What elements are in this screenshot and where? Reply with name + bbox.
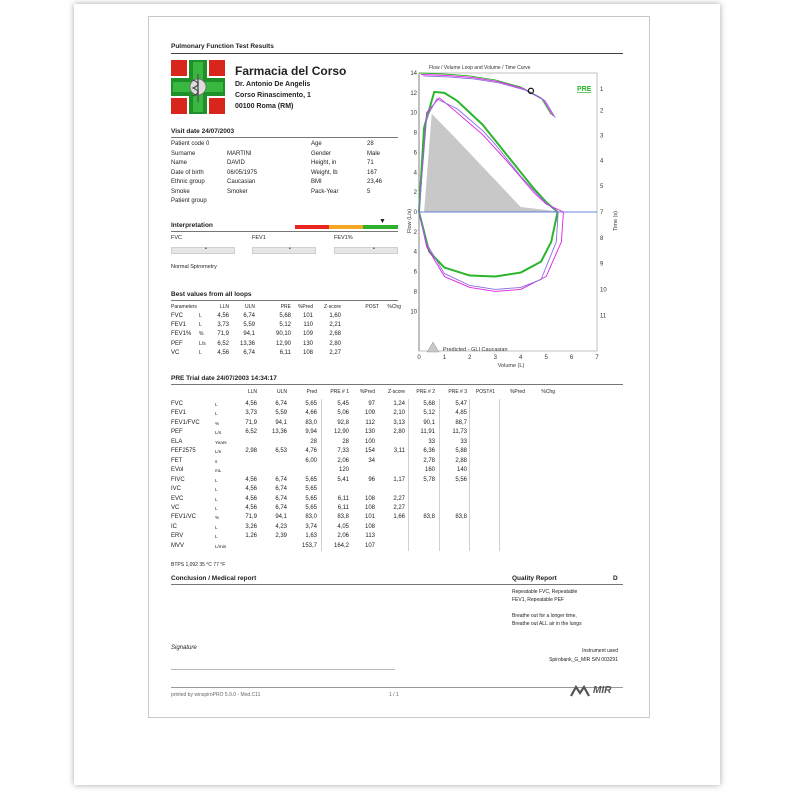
best-cell: FEV1 <box>171 322 187 329</box>
trial-cell: 160 <box>424 467 435 474</box>
trial-cell: 5,78 <box>423 476 435 483</box>
trial-header-cell: Z-score <box>388 389 405 395</box>
trial-cell: 120 <box>338 467 349 474</box>
best-cell: 6,74 <box>243 313 255 319</box>
best-cell: % <box>199 331 204 338</box>
best-cell: 5,68 <box>279 313 291 319</box>
trial-cell: 7,33 <box>337 448 349 455</box>
fev1pct-scale-label: FEV1% <box>334 235 353 241</box>
best-cell: 2,68 <box>329 331 341 338</box>
legend-predicted-label: Predicted - GLI Caucasian <box>443 347 508 353</box>
trial-cell: L <box>215 477 218 483</box>
trial-cell: 109 <box>364 410 375 417</box>
trial-cell: 4,56 <box>245 495 257 502</box>
pharmacy-cross-logo <box>171 60 225 114</box>
trial-cell: 5,65 <box>305 476 317 483</box>
patient-field-value: 5 <box>367 188 371 195</box>
footer-pages: 1 / 1 <box>389 692 399 698</box>
trial-cell: 94,1 <box>275 419 287 426</box>
trial-heading: PRE Trial date 24/07/2003 14:34:17 <box>171 375 277 382</box>
best-cell: 71,9 <box>217 331 229 338</box>
x-tick-label: 7 <box>595 355 599 361</box>
doctor-name: Dr. Antonio De Angelis <box>235 81 311 88</box>
y-tick-label: 2 <box>413 229 417 236</box>
trial-cell: 2,88 <box>455 457 467 464</box>
x-axis-label: Volume (L) <box>497 363 525 369</box>
trial-column-divider <box>499 399 500 551</box>
trial-cell: FIVC <box>171 476 185 483</box>
report-title: Pulmonary Function Test Results <box>171 43 274 50</box>
trial-cell: 83,8 <box>423 514 435 521</box>
trial-cell: Years <box>215 439 227 445</box>
trial-cell: 108 <box>364 504 375 511</box>
trial-cell: 5,65 <box>305 495 317 502</box>
trial-cell: 4,56 <box>245 401 257 407</box>
pre-label: PRE <box>577 86 592 93</box>
trial-cell: 6,53 <box>275 448 287 455</box>
trial-header-cell: PRE # 1 <box>330 389 349 395</box>
trial-cell: 6,74 <box>275 504 287 511</box>
patient-field-value: 23,46 <box>367 179 383 185</box>
footer-rule <box>171 687 623 688</box>
trial-cell: 83,0 <box>305 419 317 426</box>
patient-field-value: MARTINI <box>227 150 252 157</box>
y-tick-label: 14 <box>410 71 417 77</box>
y-tick-label: 8 <box>413 289 417 296</box>
interpretation-result: Normal Spirometry <box>171 264 217 270</box>
trial-cell: L <box>215 411 218 417</box>
btps-line: BTPS 1,092 35 °C 77 °F <box>171 562 226 568</box>
trial-cell: EVol <box>171 467 184 474</box>
patient-field-label: Date of birth <box>171 169 204 176</box>
y-tick-label: 6 <box>413 150 417 157</box>
patient-field-value: 28 <box>367 141 374 147</box>
y-tick-label: 10 <box>410 309 417 316</box>
y2-tick-label: 11 <box>600 313 607 320</box>
pharmacy-name: Farmacia del Corso <box>235 64 347 78</box>
trial-cell: s <box>215 458 218 464</box>
best-cell: 109 <box>302 331 313 338</box>
trial-cell: 153,7 <box>301 542 317 549</box>
trial-cell: 12,90 <box>333 429 349 436</box>
trial-cell: 83,8 <box>455 514 467 521</box>
patient-field-label: Ethnic group <box>171 179 205 185</box>
y2-tick-label: 9 <box>600 261 604 268</box>
best-cell: 12,90 <box>275 340 291 347</box>
trial-cell: 4,05 <box>337 523 349 530</box>
trial-cell: MVV <box>171 542 185 549</box>
trial-cell: 4,56 <box>245 476 257 483</box>
trial-cell: 107 <box>364 542 375 549</box>
best-cell: 4,56 <box>217 313 229 319</box>
trial-header-cell: Pred <box>306 389 317 395</box>
y2-tick-label: 5 <box>600 184 604 191</box>
trial-cell: 5,56 <box>455 476 467 483</box>
x-tick-label: 0 <box>417 355 421 361</box>
trial-column-divider <box>321 399 322 551</box>
trial-cell: 2,27 <box>393 504 405 511</box>
trial-cell: PEF <box>171 429 183 436</box>
chart-svg <box>401 61 623 383</box>
quality-line: Repeatable FVC, Repeatable <box>512 589 578 595</box>
trial-cell: ERV <box>171 533 184 540</box>
best-cell: 6,52 <box>217 340 229 347</box>
patient-field-label: BMI <box>311 179 322 185</box>
y2-tick-label: 4 <box>600 158 604 165</box>
trial-cell: 130 <box>364 429 375 436</box>
fev1-scale-label: FEV1 <box>252 235 266 241</box>
best-cell: 6,74 <box>243 349 255 356</box>
mir-logo <box>569 684 621 703</box>
y2-axis-label: Time (s) <box>613 211 619 231</box>
x-tick-label: 4 <box>519 355 523 361</box>
trial-cell: L <box>215 505 218 511</box>
patient-field-label: Gender <box>311 150 332 157</box>
y2-tick-label: 2 <box>600 108 604 115</box>
best-cell: 5,12 <box>279 322 291 329</box>
patient-field-label: Pack-Year <box>311 188 339 195</box>
y2-tick-label: 8 <box>600 235 604 242</box>
trial-cell: 33 <box>460 438 467 445</box>
trial-header-cell: %Pred <box>509 389 525 395</box>
best-cell: 13,36 <box>239 340 255 347</box>
trial-cell: 2,06 <box>337 533 349 540</box>
report-page <box>148 16 650 718</box>
trial-cell: 28 <box>310 438 317 445</box>
trial-cell: 5,65 <box>305 401 317 407</box>
patient-field-label: Patient code 0 <box>171 141 210 147</box>
best-cell: 3,73 <box>217 322 229 329</box>
interpretation-heading: Interpretation <box>171 222 213 229</box>
y-tick-label: 4 <box>413 249 417 256</box>
trial-cell: 4,76 <box>305 448 317 455</box>
trial-cell: 5,65 <box>305 504 317 511</box>
trial-header-cell: %Chg <box>541 389 555 395</box>
best-header-cell: POST <box>365 304 379 310</box>
trial-cell: 88,7 <box>455 419 467 426</box>
trial-cell: 34 <box>368 457 375 464</box>
visit-rule <box>171 137 398 138</box>
signature-line <box>171 669 395 670</box>
trial-cell: 71,9 <box>245 514 257 521</box>
best-cell: L/s <box>199 340 206 347</box>
trial-cell: 154 <box>364 448 375 455</box>
x-tick-label: 1 <box>442 355 447 361</box>
patient-field-label: Smoke <box>171 188 190 195</box>
trial-cell: 1,63 <box>305 533 317 540</box>
trial-cell: 2,39 <box>275 533 287 540</box>
fev1-zscore-bar: • <box>252 247 316 254</box>
patient-field-label: Name <box>171 160 188 166</box>
trial-cell: EVC <box>171 495 184 502</box>
x-tick-label: 6 <box>569 355 574 361</box>
best-cell: 94,1 <box>243 331 255 338</box>
trial-cell: 112 <box>365 419 375 426</box>
best-cell: PEF <box>171 340 183 347</box>
trial-cell: L <box>215 534 218 540</box>
trial-cell: 1,26 <box>245 533 257 540</box>
trial-cell: L/s <box>215 430 222 436</box>
mir-logo-text: MIR <box>593 685 612 696</box>
trial-cell: % <box>215 420 220 426</box>
x-tick-label: 5 <box>544 355 548 361</box>
best-cell: L <box>199 313 202 319</box>
patient-field-value: 71 <box>367 160 374 166</box>
trial-column-divider <box>439 399 440 551</box>
patient-field-value: 06/05/1975 <box>227 169 258 176</box>
best-cell: FVC <box>171 313 183 319</box>
trial-cell: 3,73 <box>245 410 257 417</box>
patient-field-value: Smoker <box>227 188 248 195</box>
y2-tick-label: 10 <box>600 287 607 294</box>
trial-cell: 6,36 <box>423 448 435 455</box>
best-header-cell: ULN <box>244 304 255 310</box>
trial-header-cell: ULN <box>276 389 287 395</box>
best-cell: 130 <box>302 340 313 347</box>
patient-field-label: Height, in <box>311 160 337 166</box>
trial-cell: 5,65 <box>305 486 317 493</box>
best-header-cell: Parameters <box>171 304 197 310</box>
quality-heading: Quality Report <box>512 575 557 582</box>
trial-cell: 11,73 <box>452 429 467 436</box>
trial-cell: VC <box>171 504 180 511</box>
trial-cell: FEF2575 <box>171 448 196 455</box>
patient-field-value: 167 <box>367 169 378 176</box>
patient-field-value: DAVID <box>227 160 245 166</box>
trial-cell: 1,24 <box>393 401 405 407</box>
best-cell: 2,80 <box>329 340 341 347</box>
y2-tick-label: 7 <box>600 210 604 216</box>
trial-cell: 4,66 <box>305 410 317 417</box>
chart-title: Flow / Volume Loop and Volume / Time Curve <box>429 65 531 71</box>
best-cell: 101 <box>302 313 313 319</box>
trial-cell: FEV1/VC <box>171 514 197 521</box>
trial-cell: 4,23 <box>275 523 287 530</box>
trial-cell: mL <box>215 468 222 474</box>
best-cell: VC <box>171 349 180 356</box>
fvc-zscore-bar: • <box>171 247 235 254</box>
trial-cell: FET <box>171 457 183 464</box>
best-header-cell: Z-score <box>324 304 341 310</box>
trial-cell: 140 <box>456 467 467 474</box>
trial-cell: L/min <box>215 543 227 549</box>
best-cell: 5,59 <box>243 322 255 329</box>
trial-cell: L <box>215 487 218 493</box>
trial-column-divider <box>469 399 470 551</box>
trial-cell: 3,11 <box>393 448 405 455</box>
trial-cell: 4,85 <box>455 410 467 417</box>
best-cell: 2,27 <box>329 349 341 356</box>
patient-field-label: Patient group <box>171 198 207 204</box>
interpretation-scale-orange <box>329 225 363 229</box>
y-tick-label: 12 <box>410 90 417 97</box>
trial-header-cell: PRE # 2 <box>416 389 435 395</box>
trial-cell: 101 <box>364 514 375 521</box>
fvc-scale-label: FVC <box>171 235 182 241</box>
trial-cell: 6,74 <box>275 495 287 502</box>
trial-cell: 6,11 <box>337 495 349 502</box>
trial-cell: IVC <box>171 486 182 493</box>
best-cell: L <box>199 349 202 356</box>
interpretation-scale-green <box>363 225 398 229</box>
instrument-model: Spirobank_G_MIR S/N 003291 <box>549 657 618 663</box>
trial-header-cell: LLN <box>247 389 257 395</box>
best-cell: FEV1% <box>171 331 192 338</box>
trial-rule <box>171 384 623 385</box>
interpretation-marker-icon: ▼ <box>379 218 386 225</box>
trial-cell: 2,27 <box>393 495 405 502</box>
best-header-cell: LLN <box>219 304 229 310</box>
trial-cell: 164,2 <box>333 542 349 549</box>
best-header-cell: %Pred <box>297 304 313 310</box>
best-cell: 1,60 <box>329 313 341 319</box>
patient-field-label: Weight, lb <box>311 169 338 176</box>
best-cell: 6,11 <box>279 349 291 356</box>
y2-tick-label: 3 <box>600 133 604 140</box>
trial-cell: 71,9 <box>245 419 257 426</box>
x-tick-label: 3 <box>493 355 497 361</box>
trial-cell: ELA <box>171 438 183 445</box>
trial-cell: FVC <box>171 401 183 407</box>
trial-cell: L <box>215 496 218 502</box>
y-tick-label: 0 <box>413 210 417 216</box>
trial-cell: 33 <box>428 438 435 445</box>
trial-column-divider <box>408 399 409 551</box>
trial-cell: 6,52 <box>245 429 257 436</box>
trial-cell: 83,8 <box>337 514 349 521</box>
trial-cell: 1,66 <box>393 514 405 521</box>
quality-line: Breathe out ALL air in the lungs <box>512 621 582 627</box>
conclusion-heading: Conclusion / Medical report <box>171 575 257 582</box>
trial-cell: 5,06 <box>337 410 349 417</box>
flow-volume-chart <box>401 61 623 388</box>
trial-cell: IC <box>171 523 177 530</box>
trial-cell: 6,74 <box>275 486 287 493</box>
trial-cell: 3,26 <box>245 523 257 530</box>
trial-cell: L <box>215 524 218 530</box>
best-cell: 108 <box>302 349 313 356</box>
conclusion-rule <box>171 584 623 585</box>
trial-cell: FEV1/FVC <box>171 419 200 426</box>
y-axis-label: Flow (L/s) <box>407 208 413 234</box>
interpretation-rule <box>171 231 398 232</box>
visit-heading: Visit date 24/07/2003 <box>171 128 235 135</box>
trial-cell: 6,74 <box>275 476 287 483</box>
trial-cell: 83,0 <box>305 514 317 521</box>
best-cell: L <box>199 322 202 329</box>
trial-cell: 5,45 <box>337 401 349 407</box>
trial-cell: FEV1 <box>171 410 187 417</box>
trial-cell: 2,10 <box>393 410 405 417</box>
interpretation-scale-red <box>295 225 329 229</box>
trial-cell: 100 <box>364 438 375 445</box>
title-rule <box>171 53 623 54</box>
quality-grade: D <box>613 575 618 582</box>
y-tick-label: 2 <box>413 190 417 197</box>
patient-field-label: Age <box>311 141 322 147</box>
trial-cell: 5,12 <box>423 410 435 417</box>
trial-cell: 5,88 <box>455 448 467 455</box>
pharmacy-city: 00100 Roma (RM) <box>235 103 294 110</box>
best-cell: 110 <box>303 322 313 329</box>
trial-cell: 6,11 <box>337 504 349 511</box>
y-tick-label: 6 <box>413 269 417 276</box>
trial-cell: 28 <box>342 438 349 445</box>
best-values-rule <box>171 300 398 301</box>
trial-cell: 90,1 <box>423 419 435 426</box>
trial-cell: 6,74 <box>275 401 287 407</box>
best-header-cell: PRE <box>280 304 291 310</box>
trial-cell: 96 <box>368 476 375 483</box>
trial-header-cell: PRE # 3 <box>448 389 467 395</box>
fev1pct-zscore-bar: • <box>334 247 398 254</box>
x-tick-label: 2 <box>468 355 472 361</box>
best-values-heading: Best values from all loops <box>171 291 252 298</box>
best-header-cell: %Chg <box>387 304 401 310</box>
y-tick-label: 8 <box>413 130 417 137</box>
best-cell: 2,21 <box>329 322 341 329</box>
trial-cell: % <box>215 515 220 521</box>
trial-cell: 97 <box>368 401 375 407</box>
trial-header-cell: POST#1 <box>475 389 495 395</box>
trial-cell: 92,8 <box>337 419 349 426</box>
signature-label: Signature <box>171 645 197 651</box>
quality-line: Breathe out for a longer time, <box>512 613 577 619</box>
trial-cell: 5,68 <box>423 401 435 407</box>
trial-cell: 3,13 <box>393 419 405 426</box>
trial-cell: 2,80 <box>393 429 405 436</box>
pharmacy-street: Corso Rinascimento, 1 <box>235 92 311 99</box>
trial-cell: 3,74 <box>305 523 317 530</box>
trial-cell: 5,47 <box>455 401 467 407</box>
trial-cell: 4,56 <box>245 504 257 511</box>
best-cell: 90,10 <box>275 331 291 338</box>
y-tick-label: 4 <box>413 170 417 177</box>
trial-cell: 4,56 <box>245 486 257 493</box>
patient-field-value: Male <box>367 150 381 157</box>
trial-cell: 6,00 <box>305 457 317 464</box>
patient-field-label: Surname <box>171 150 196 157</box>
trial-cell: 108 <box>364 523 375 530</box>
trial-cell: 2,78 <box>423 457 435 464</box>
trial-cell: 113 <box>365 533 375 540</box>
trial-cell: 94,1 <box>275 514 287 521</box>
trial-cell: 5,59 <box>275 410 287 417</box>
footer-printed: printed by winspiroPRO 5.9.0 - Mod.C11 <box>171 692 261 698</box>
quality-line: FEV1, Repeatable PEF <box>512 597 564 603</box>
trial-cell: L <box>215 402 218 407</box>
trial-cell: 2,06 <box>337 457 349 464</box>
trial-cell: 9,94 <box>305 429 317 436</box>
trial-cell: 2,98 <box>245 448 257 455</box>
best-cell: 4,56 <box>217 349 229 356</box>
trial-cell: 108 <box>364 495 375 502</box>
trial-cell: 13,36 <box>271 429 287 436</box>
trial-cell: 11,91 <box>420 429 435 436</box>
trial-cell: 1,17 <box>393 476 405 483</box>
patient-field-value: Caucasian <box>227 179 256 185</box>
y2-tick-label: 1 <box>600 86 604 93</box>
instrument-label: Instrument used <box>582 648 618 654</box>
trial-cell: 5,41 <box>337 476 349 483</box>
y-tick-label: 10 <box>410 110 417 117</box>
trial-cell: L/s <box>215 449 222 455</box>
trial-header-cell: %Pred <box>359 389 375 395</box>
